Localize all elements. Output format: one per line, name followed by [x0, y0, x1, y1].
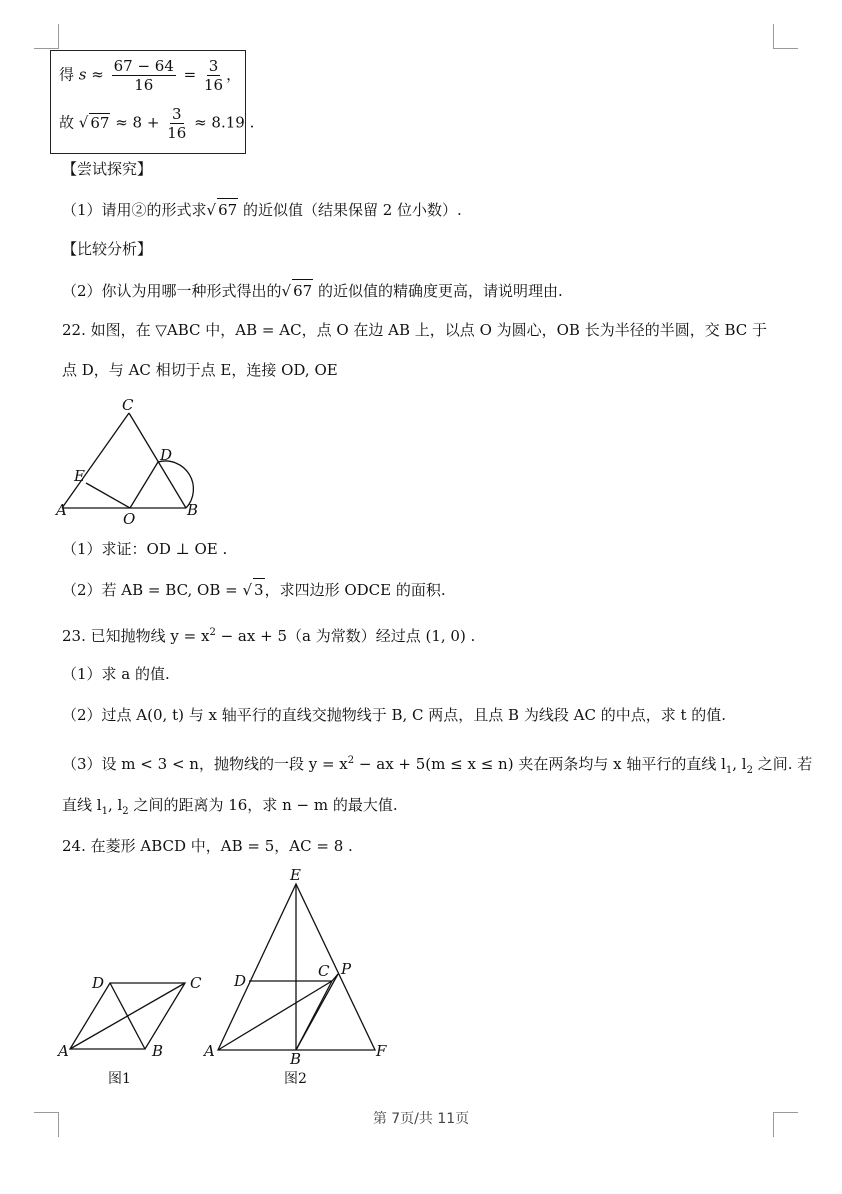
- label-O: O: [123, 510, 136, 528]
- segment-AC: [62, 413, 129, 508]
- sqrt-sign: √: [78, 113, 89, 132]
- problem-23-q3: （3）设 m < 3 < n，抛物线的一段 $y = x^2$ − ax + 5(m ≤ x ≤ n) 夹在两条均与 x 轴平行的直线 $l_1$, $l_2$ 之间. 若: [62, 755, 813, 776]
- derivation-row-2: 故 √ 67 ≈ 8 + $\frac{3}{16}$ ≈ 8.19 .: [59, 105, 255, 142]
- derivation-row-1: 得 s ≈ $\frac{67 - 64}{16}$ = $\frac{3}{16}$ ，: [59, 57, 242, 94]
- fraction: $\frac{67 - 64}{16}$: [113, 57, 174, 94]
- fig2-label-B: B: [290, 1050, 302, 1066]
- fig2-label-P: P: [341, 960, 352, 978]
- figure-triangle-semicircle: [50, 394, 220, 530]
- label-E: E: [74, 467, 85, 485]
- problem-22-line-2: 点 D，与 AC 相切于点 E，连接 OD, OE: [62, 361, 338, 379]
- fig2-label-F: F: [376, 1042, 387, 1060]
- problem-23-q2: （2）过点 A(0, t) 与 x 轴平行的直线交抛物线于 B, C 两点，且点 B 为线段 AC 的中点，求 t 的值.: [62, 706, 727, 724]
- derivation-box: [50, 50, 255, 154]
- label-B: B: [187, 501, 199, 519]
- figure-2-caption: 图2: [284, 1071, 307, 1087]
- fig1-label-C: C: [190, 974, 202, 992]
- crop-mark-top-left: [34, 24, 59, 49]
- fig1-label-D: D: [92, 974, 105, 992]
- problem-22-q2: （2）若 AB = BC, OB = √ 3，求四边形 ODCE 的面积.: [62, 578, 446, 601]
- question-2: （2）你认为用哪一种形式得出的√ 67 的近似值的精确度更高，请说明理由.: [62, 279, 563, 302]
- problem-23-q3-continued: 直线 $l_1$, $l_2$ 之间的距离为 16，求 n − m 的最大值.: [62, 796, 398, 817]
- label-C: C: [122, 396, 134, 414]
- problem-23-q1: （1）求 a 的值.: [62, 665, 170, 683]
- fig2-label-A: A: [204, 1042, 215, 1060]
- problem-22-line-1: 22. 如图，在 ▽ABC 中，AB = AC，点 O 在边 AB 上，以点 O 为圆心，OB 长为半径的半圆，交 BC 于: [62, 321, 768, 339]
- compare-heading: 【比较分析】: [62, 240, 153, 258]
- problem-23-line-1: 23. 已知抛物线 $y = x^2$ − ax + 5（a 为常数）经过点 (1, 0) .: [62, 627, 476, 645]
- diagonal-BD: [110, 983, 145, 1049]
- fraction: $\frac{3}{16}$: [167, 105, 187, 142]
- fig1-label-B: B: [152, 1042, 164, 1060]
- fig2-label-E: E: [290, 866, 301, 884]
- segment-OD: [130, 462, 158, 508]
- page-footer: 第 7页/共 11页: [372, 1111, 470, 1127]
- problem-22-q1: （1）求证：OD ⊥ OE .: [62, 540, 228, 558]
- fig2-label-D: D: [234, 972, 247, 990]
- question-1: （1）请用②的形式求√ 67 的近似值（结果保留 2 位小数）.: [62, 198, 462, 221]
- problem-24-line-1: 24. 在菱形 ABCD 中，AB = 5，AC = 8 .: [62, 837, 353, 855]
- segment-OE: [86, 483, 130, 508]
- figure-2-triangle: [198, 866, 398, 1066]
- figure-1-caption: 图1: [108, 1071, 131, 1087]
- crop-mark-top-right: [773, 24, 798, 49]
- figure-1-rhombus: [50, 966, 210, 1062]
- try-heading: 【尝试探究】: [62, 160, 153, 178]
- label-A: A: [56, 501, 67, 519]
- fraction: $\frac{3}{16}$: [203, 57, 224, 94]
- segment-BP: [296, 974, 338, 1050]
- segment-CB: [129, 413, 186, 508]
- label-D: D: [160, 446, 173, 464]
- fig1-label-A: A: [58, 1042, 69, 1060]
- fig2-label-C: C: [318, 962, 330, 980]
